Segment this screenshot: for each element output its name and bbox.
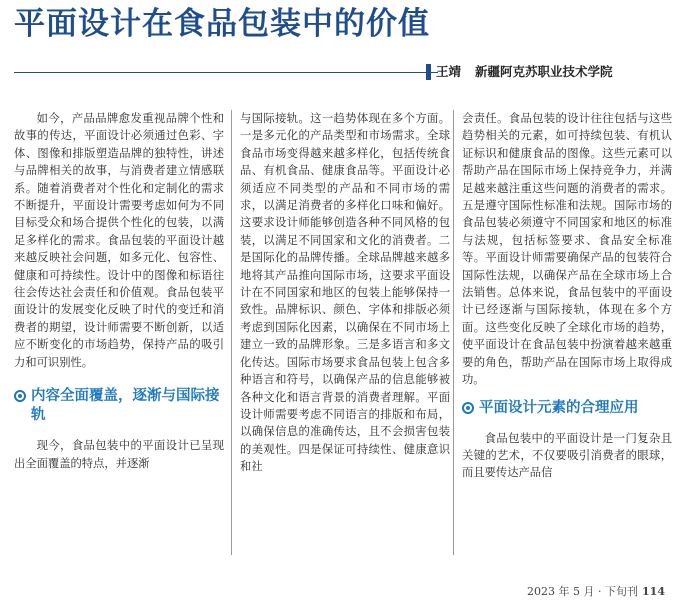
text-column-3	[462, 110, 672, 555]
body-paragraph: 如今，产品品牌愈发重视品牌个性和故事的传达，平面设计必须通过色彩、字体、图像和排版塑造品牌的独特性，讲述与品牌相关的故事，与消费者建立情感联系。随着消费者对个性化和定制化的需求不断提升，平面设计需要考虑如何为不同目标受众和场合提供个性化的包装，以满足多样化的需求。食品包装的平面设计越来越反映社会问题，如多元化、包容性、健康和可持续性。设计中的图像和标语往往会传达社会责任和价值观。食品包装平面设计的发展变化反映了时代的变迁和消费者的期望，设计师需要不断创新，以适应不断变化的市场趋势，保持产品的吸引力和可识别性。	[14, 112, 224, 369]
circle-bullet-icon	[14, 390, 26, 402]
column-divider	[453, 110, 454, 555]
section-heading	[14, 387, 224, 425]
page-number: 114	[642, 585, 665, 598]
body-paragraph: 食品包装中的平面设计是一门复杂且关键的艺术，不仅要吸引消费者的眼球，而且要传达产品信	[462, 431, 672, 480]
circle-bullet-icon	[462, 402, 474, 414]
byline-rule	[14, 72, 438, 73]
section-heading	[462, 399, 672, 418]
author-name: 王靖	[436, 64, 462, 79]
body-paragraph: 会责任。食品包装的设计往往包括与这些趋势相关的元素，如可持续包装、有机认证标识和健康食品的图像。这些元素可以帮助产品在国际市场上保持竞争力，并满足越来越注重这些问题的消费者的需求。五是遵守国际性标准和法规。国际市场的食品包装必须遵守不同国家和地区的标准与法规，包括标签要求、食品安全标准等。平面设计师需要确保产品的包装符合国际性法规，以确保产品在全球市场上合法销售。总体来说，食品包装中的平面设计已经逐渐与国际接轨，体现在多个方面。这些变化反映了全球化市场的趋势，使平面设计在食品包装中扮演着越来越重要的角色，帮助产品在国际市场上取得成功。	[462, 112, 672, 387]
body-paragraph: 与国际接轨。这一趋势体现在多个方面。一是多元化的产品类型和市场需求。全球食品市场变得越来越多样化，包括传统食品、有机食品、健康食品等。平面设计必须适应不同类型的产品和不同市场的需求，以满足消费者的多样化口味和偏好。这要求设计师能够创造各种不同风格的包装，以满足不同国家和文化的消费者。二是国际化的品牌传播。全球品牌越来越多地将其产品推向国际市场，这要求平面设计在不同国家和地区的包装上能够保持一致性。品牌标识、颜色、字体和排版必须考虑到国际化因素，以确保在不同市场上建立一致的品牌形象。三是多语言和多文化传达。国际市场要求食品包装上包含多种语言和符号，以确保产品的信息能够被各种文化和语言背景的消费者理解。平面设计师需要考虑不同语言的排版和布局，以确保信息的准确传达，且不会损害包装的美观性。四是保证可持续性、健康意识和社	[240, 112, 450, 474]
page-footer	[527, 584, 665, 600]
text-column-2	[240, 110, 450, 555]
article-title: 平面设计在食品包装中的价值	[14, 6, 430, 42]
section-heading-text: 平面设计元素的合理应用	[479, 399, 639, 416]
issue-date: 2023 年 5 月 · 下旬刊	[527, 585, 639, 598]
text-column-1	[14, 110, 224, 555]
column-divider	[231, 110, 232, 555]
bar-marker-icon	[426, 64, 431, 80]
body-paragraph: 现今，食品包装中的平面设计已呈现出全面覆盖的特点，并逐渐	[14, 439, 224, 470]
byline	[436, 63, 613, 81]
section-heading-text: 内容全面覆盖，逐渐与国际接轨	[31, 388, 220, 424]
author-affiliation: 新疆阿克苏职业技术学院	[475, 64, 613, 79]
